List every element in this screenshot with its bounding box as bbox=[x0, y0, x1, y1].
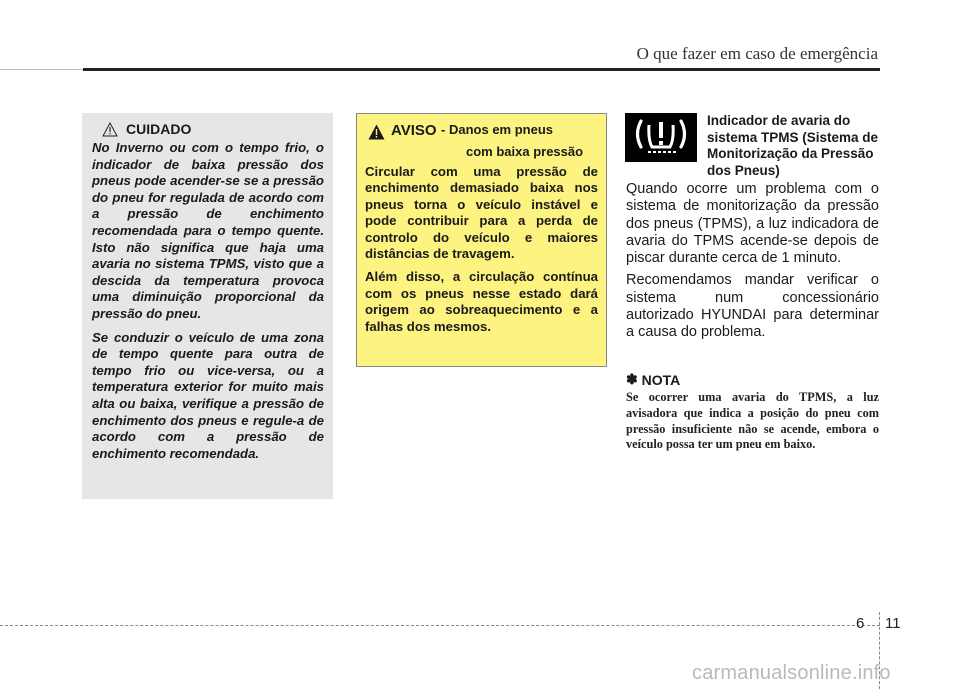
asterisk-icon: ✽ bbox=[626, 371, 638, 387]
page-number: 11 bbox=[885, 615, 901, 632]
caution-paragraph-1: No Inverno ou com o tempo frio, o indicador de baixa pressão dos pneus pode acender-se se a pressão do pneu for regulada de acordo com a pressão de enchimento recomendada para o tempo quente. Isto não significa que haja uma avaria no sistema TPMS, visto que a descida da temperatura provoca uma diminuição proporcional da pressão do pneu. bbox=[92, 140, 324, 321]
caution-box bbox=[82, 113, 333, 499]
header-rule bbox=[83, 68, 880, 71]
warning-box bbox=[356, 113, 607, 367]
caution-paragraph-2: Se conduzir o veículo de uma zona de tempo quente para outra de tempo frio ou vice-versa, ou a temperatura exterior for muito mais alta ou baixa, verifique a pressão de enchimento dos pneus e regule-a de acordo com a pressão de enchimento recomendada. bbox=[92, 329, 324, 461]
warning-subtitle-1: - Danos em pneus bbox=[441, 122, 553, 137]
tpms-paragraph-1: Quando ocorre um problema com o sistema de monitorização da pressão dos pneus (TPMS), a luz indicadora de avaria do TPMS acende-se depois de piscar durante cerca de 1 minuto. bbox=[626, 181, 879, 267]
warning-paragraph-2: Além disso, a circulação contínua com os pneus nesse estado dará origem ao sobreaquecimento e a falhas dos mesmos. bbox=[365, 269, 598, 334]
note-text: Se ocorrer uma avaria do TPMS, a luz avisadora que indica a posição do pneu com pressão insuficiente não se acende, embora o veículo possa ter um pneu em baixo. bbox=[626, 390, 879, 452]
header-title: O que fazer em caso de emergência bbox=[636, 44, 878, 63]
chapter-number: 6 bbox=[856, 615, 865, 632]
caution-label: CUIDADO bbox=[126, 121, 192, 137]
watermark: carmanualsonline.info bbox=[692, 662, 891, 684]
caution-heading bbox=[102, 121, 324, 137]
tpms-malfunction-icon bbox=[625, 113, 697, 162]
warning-paragraph-1: Circular com uma pressão de enchimento demasiado baixa nos pneus torna o veículo instável e pode contribuir para a perda de controlo do veículo e maiores distâncias de travagem. bbox=[365, 164, 598, 262]
warning-heading bbox=[368, 122, 598, 140]
warning-label: AVISO bbox=[391, 122, 437, 139]
footer-rule bbox=[0, 625, 880, 626]
warning-triangle-icon bbox=[102, 122, 118, 137]
tpms-title: Indicador de avaria do sistema TPMS (Sistema de Monitorização da Pressão dos Pneus) bbox=[707, 113, 879, 178]
note-heading bbox=[626, 371, 680, 388]
warning-triangle-filled-icon bbox=[368, 124, 385, 140]
note-label: NOTA bbox=[641, 371, 681, 388]
warning-subtitle-2: com baixa pressão bbox=[466, 144, 584, 159]
tpms-body bbox=[626, 181, 879, 347]
tpms-paragraph-2: Recomendamos mandar verificar o sistema num concessionário autorizado HYUNDAI para determinar a causa do problema. bbox=[626, 272, 879, 341]
header-rule-fade bbox=[0, 69, 83, 70]
